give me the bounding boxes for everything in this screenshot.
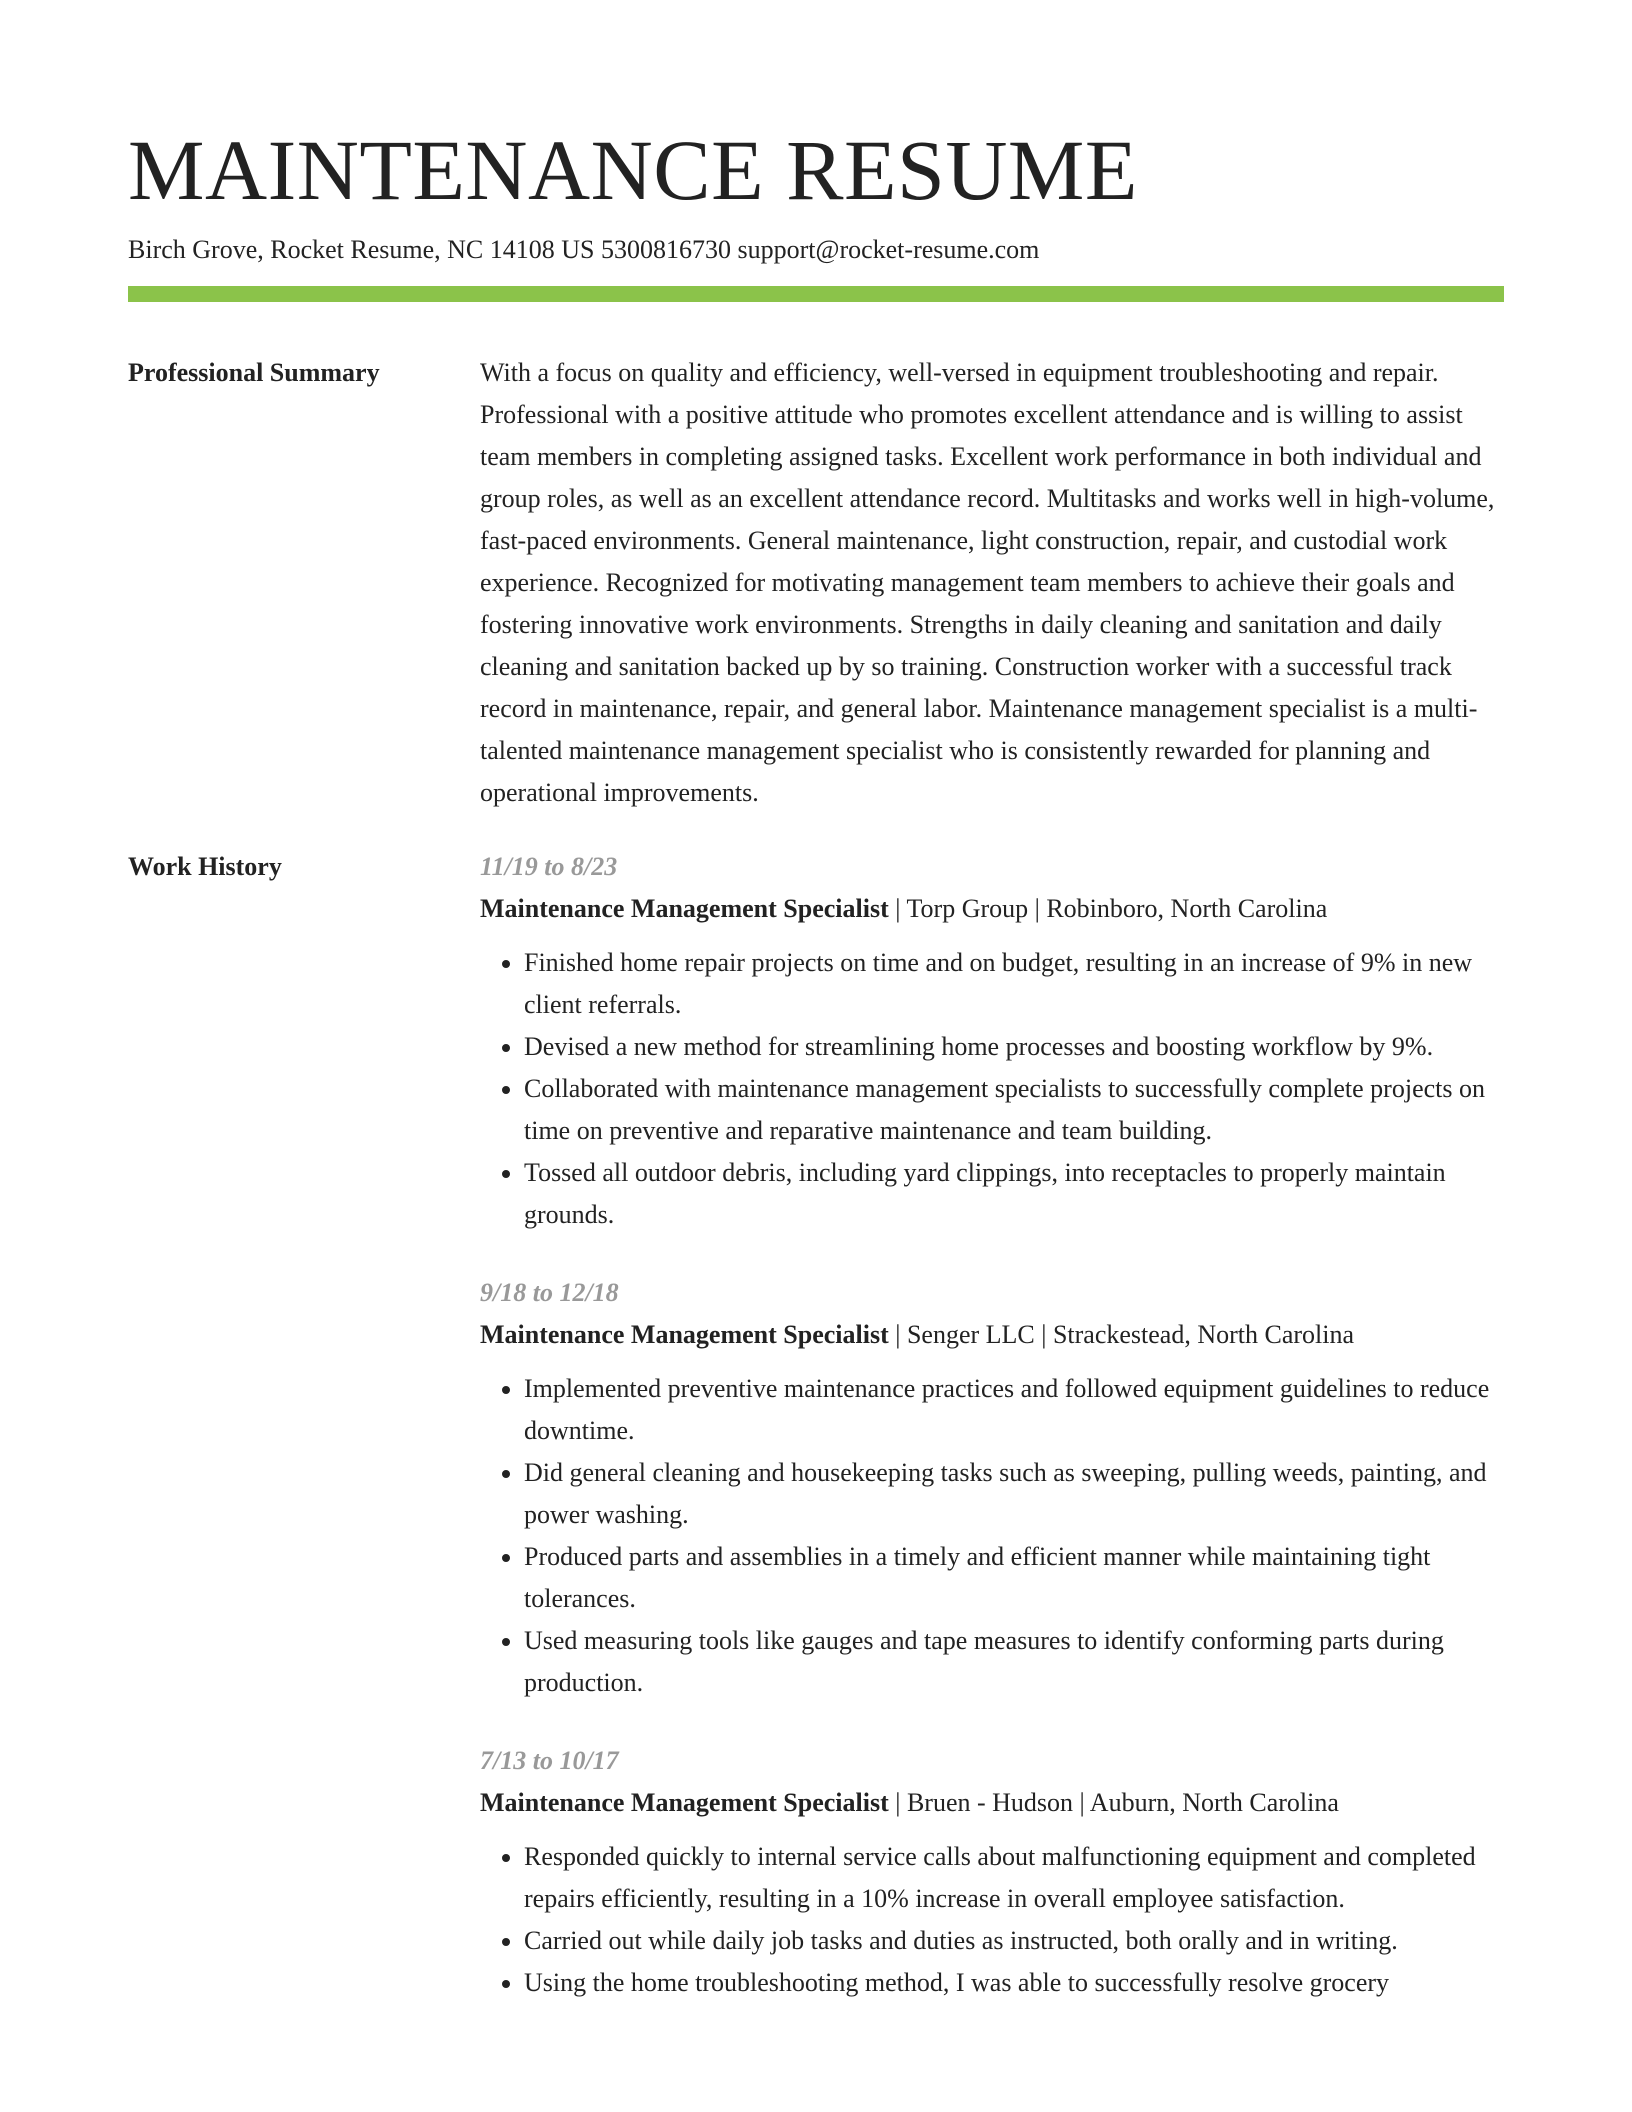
job-entry bbox=[480, 1272, 1504, 1704]
job-bullet: • Used measuring tools like gauges and tape measures to identify conforming parts during production. bbox=[524, 1620, 1504, 1704]
job-dates: 7/13 to 10/17 bbox=[480, 1746, 619, 1775]
job-role: Maintenance Management Specialist bbox=[480, 894, 889, 923]
contact-line: Birch Grove, Rocket Resume, NC 14108 US 5300816730 support@rocket-resume.com bbox=[128, 235, 1040, 264]
job-dates: 9/18 to 12/18 bbox=[480, 1278, 619, 1307]
job-role: Maintenance Management Specialist bbox=[480, 1788, 889, 1817]
professional-summary-section bbox=[128, 352, 1504, 814]
job-bullet-list bbox=[480, 1368, 1504, 1704]
job-entry bbox=[480, 846, 1504, 1236]
work-history-section bbox=[128, 846, 1504, 2040]
job-bullet: • Using the home troubleshooting method, I was able to successfully resolve grocery bbox=[524, 1962, 1504, 2004]
job-title-line bbox=[480, 1314, 1504, 1356]
section-label-summary: Professional Summary bbox=[128, 358, 380, 387]
job-bullet: • Did general cleaning and housekeeping tasks such as sweeping, pulling weeds, painting, and power washing. bbox=[524, 1452, 1504, 1536]
summary-text: With a focus on quality and efficiency, well-versed in equipment troubleshooting and repair. Professional with a positive attitude who promotes excellent attendance and is willing to assist team members in completing assigned tasks. Excellent work performance in both individual and group roles, as well as an excellent attendance record. Multitasks and works well in high-volume, fast-paced environments. General maintenance, light construction, repair, and custodial work experience. Recognized for motivating management team members to achieve their goals and fostering innovative work environments. Strengths in daily cleaning and sanitation and daily cleaning and sanitation backed up by so training. Construction worker with a successful track record in maintenance, repair, and general labor. Maintenance management specialist is a multi-talented maintenance management specialist who is consistently rewarded for planning and operational improvements. bbox=[480, 358, 1495, 807]
job-entry bbox=[480, 1740, 1504, 2004]
summary-body bbox=[480, 352, 1504, 814]
job-bullet: • Carried out while daily job tasks and duties as instructed, both orally and in writing. bbox=[524, 1920, 1504, 1962]
work-history-body bbox=[480, 846, 1504, 2040]
job-bullet: • Produced parts and assemblies in a timely and efficient manner while maintaining tight tolerances. bbox=[524, 1536, 1504, 1620]
job-title-line bbox=[480, 1782, 1504, 1824]
job-bullet: • Responded quickly to internal service calls about malfunctioning equipment and completed repairs efficiently, resulting in a 10% increase in overall employee satisfaction. bbox=[524, 1836, 1504, 1920]
job-bullet: • Finished home repair projects on time and on budget, resulting in an increase of 9% in new client referrals. bbox=[524, 942, 1504, 1026]
job-details: | Senger LLC | Strackestead, North Carolina bbox=[888, 1320, 1355, 1349]
job-details: | Bruen - Hudson | Auburn, North Carolina bbox=[888, 1788, 1339, 1817]
job-bullet: • Devised a new method for streamlining home processes and boosting workflow by 9%. bbox=[524, 1026, 1504, 1068]
accent-divider bbox=[128, 286, 1504, 302]
job-bullet: • Collaborated with maintenance management specialists to successfully complete projects on time on preventive and reparative maintenance and team building. bbox=[524, 1068, 1504, 1152]
section-label-work-history: Work History bbox=[128, 852, 282, 881]
job-dates: 11/19 to 8/23 bbox=[480, 852, 618, 881]
job-bullet: • Implemented preventive maintenance practices and followed equipment guidelines to reduce downtime. bbox=[524, 1368, 1504, 1452]
job-role: Maintenance Management Specialist bbox=[480, 1320, 889, 1349]
resume-title: MAINTENANCE RESUME bbox=[128, 122, 1138, 218]
job-bullet-list bbox=[480, 942, 1504, 1236]
job-title-line bbox=[480, 888, 1504, 930]
job-details: | Torp Group | Robinboro, North Carolina bbox=[888, 894, 1328, 923]
job-bullet-list bbox=[480, 1836, 1504, 2004]
resume-page bbox=[128, 0, 1504, 2040]
job-bullet: • Tossed all outdoor debris, including yard clippings, into receptacles to properly maintain grounds. bbox=[524, 1152, 1504, 1236]
